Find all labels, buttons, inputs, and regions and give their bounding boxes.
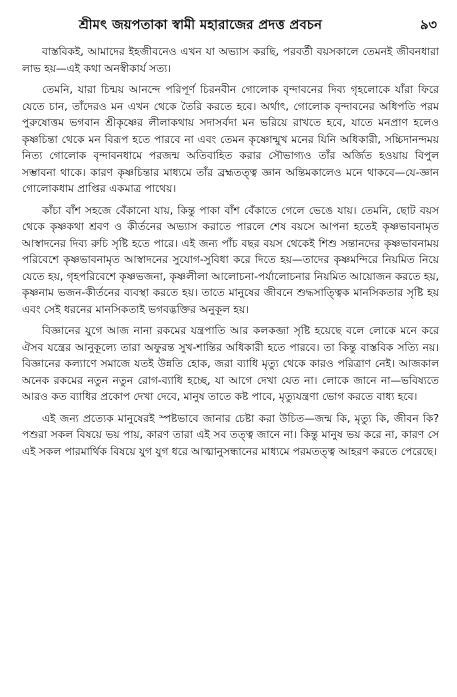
paragraph-2: তেমনি, যারা চিন্ময় আনন্দে পরিপূর্ণ চিরনবীন গোলোক বৃন্দাবনের দিব্য গৃহলোকে যাঁরা ফিরে যেতে চান, তাঁদেরও মন এখন থেকে তৈরি করতে হবে। অর্থাৎ, গোলোক বৃন্দাবনের অধিপতি পরম পুরুষোত্তম ভগবান শ্রীকৃষ্ণের লীলাকথায় সদাসর্বদা মন ভরিয়ে রাখতে হবে, যাতে মনপ্রাণ হলেও কৃষ্ণচিন্তা থেকে মন বিরূপ হতে পারবে না এবং তেমন কৃষ্ণোন্মুখ মনের যিনি অধিকারী, সচ্চিদানন্দময় নিত্য গোলোক বৃন্দাবনধামে পরজন্ম অতিবাহিত করার সৌভাগ্যও তাঁর অর্জিত হওয়ায় বিপুল সম্ভাবনা থাকে। কারণ কৃষ্ণচিন্তার মাধ্যমে তাঁর ব্রহ্মতত্ত্ব জ্ঞান অন্তিমকালেও মনে থাকবে—যে-জ্ঞান গোলোকধাম প্রাপ্তির একমাত্র পাথেয়। xyxy=(22,84,439,195)
paragraph-5: এই জন্য প্রত্যেক মানুষেরই স্পষ্টভাবে জানার চেষ্টা করা উচিত—জন্ম কি, মৃত্যু কি, জীবন কি? পশুরা সকল বিষয়ে ভয় পায়, কারণ তারা এই সব তত্ত্ব জানে না। কিন্তু মানুষ ভয় করে না, কারণ সে এই সকল পারমার্থিক বিষয়ে যুগ যুগ ধরে আত্মানুসন্ধানের মাধ্যমে পরমতত্ত্ব আহরণ করতে পেরেছে। xyxy=(22,412,439,458)
page-number: ৯৩ xyxy=(420,18,437,33)
running-header xyxy=(22,0,439,44)
paragraph-4: বিজ্ঞানের যুগে আজ নানা রকমের যন্ত্রপাতি আর কলকব্জা সৃষ্টি হয়েছে বলে লোকে মনে করে ঐসব যন্ত্রের আনুকূল্যে তারা অফুরন্ত সুখ-শান্তির অধিকারী হতে পারবে। তা কিন্তু বাস্তবিক সত্যি নয়। বিজ্ঞানের কল্যাণে সমাজে যতই উন্নতি হোক, জরা ব্যাধি মৃত্যু থেকে কারও পরিত্রাণ নেই। আজকাল অনেক রকমের নতুন নতুন রোগ-ব্যাধি হচ্ছে, যা আগে দেখা যেত না। লোকে জানে না—ভবিষ্যতে আরও কত ব্যাধির প্রকোপ দেখা দেবে, মানুষ তাতে কষ্ট পাবে, মৃত্যুযন্ত্রণা ভোগ করতে বাধ্য হবে। xyxy=(22,325,439,403)
header-title: শ্রীমৎ জয়পতাকা স্বামী মহারাজের প্রদত্ত প্রবচন xyxy=(78,18,323,33)
body-text xyxy=(22,44,439,465)
paragraph-1: বাস্তবিকই, আমাদের ইহজীবনেও এখন যা অভ্যাস করছি, পরবর্তী বয়সকালে তেমনই জীবনধারা লাভ হয়—এই কথা অনস্বীকার্য সত্য। xyxy=(22,46,439,75)
paragraph-3: কাঁচা বাঁশ সহজে বেঁকানো যায়, কিন্তু পাকা বাঁশ বেঁকাতে গেলে ভেঙে যায়। তেমনি, ছোট বয়স থেকে কৃষ্ণকথা শ্রবণ ও কীর্তনের অভ্যাস করাতে পারলে শেষ বয়সে আপনা হতেই কৃষ্ণভাবনামৃত আস্বাদনের দিব্য রুচি সৃষ্টি হতে পারে। এই জন্য পাঁচ বছর বয়স থেকেই শিশু সন্তানদের কৃষ্ণভাবনাময় পরিবেশে কৃষ্ণভাবনামৃত আস্বাদনের সুযোগ-সুবিধা করে দিতে হয়—তাদের কৃষ্ণমন্দিরে নিয়মিত নিয়ে যেতে হয়, গৃহপরিবেশে কৃষ্ণভজনা, কৃষ্ণলীলা আলোচনা-পর্যালোচনার নিয়মিত আয়োজন করতে হয়, কৃষ্ণনাম ভজন-কীর্তনের ব্যবস্থা করতে হয়। তাতে মানুষের জীবনে শুদ্ধসাত্ত্বিক মানসিকতার সৃষ্টি হয় এবং সেই ধরনের মানসিকতাই ভগবদ্ভক্তির অনুকূল হয়। xyxy=(22,204,439,316)
